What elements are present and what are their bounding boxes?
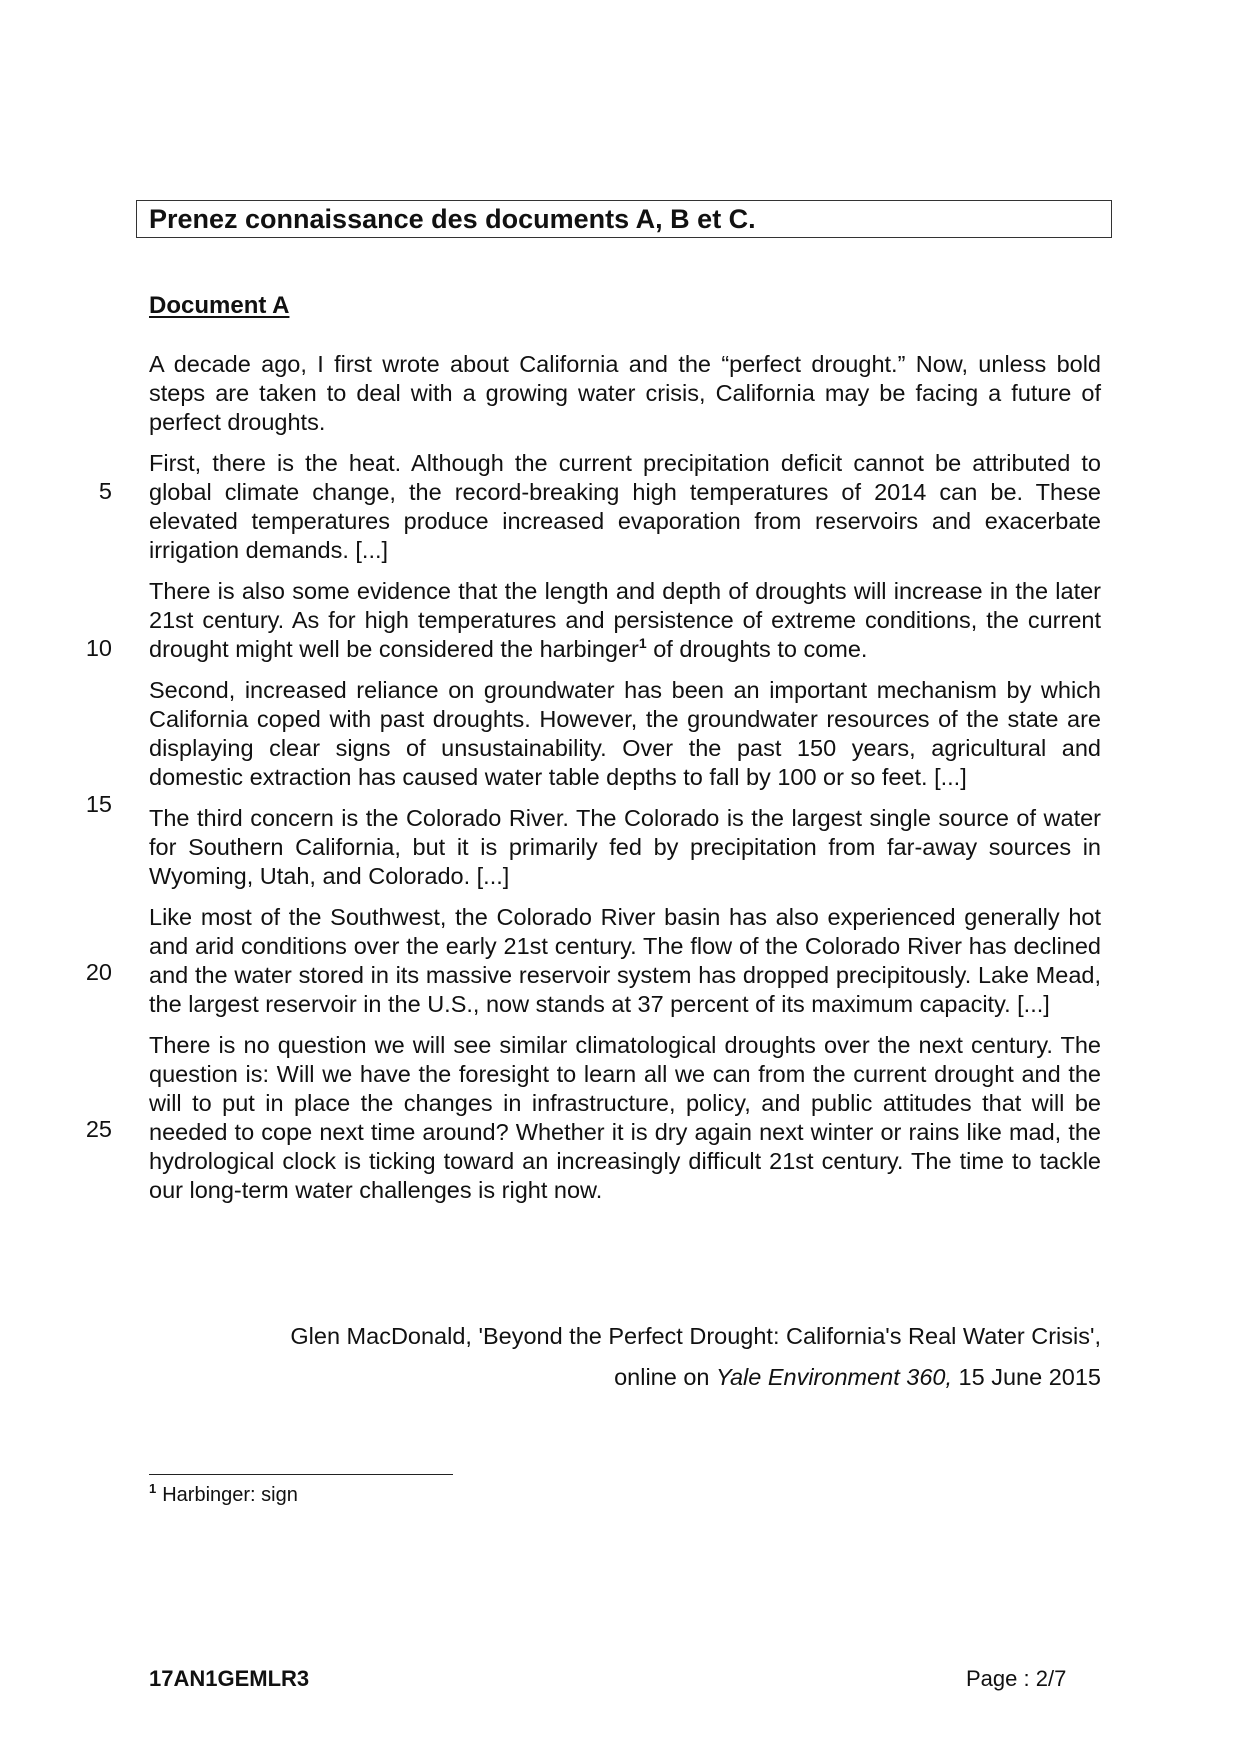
line-number-10: 10 xyxy=(85,635,112,661)
instruction-box xyxy=(136,200,1112,238)
exam-code: 17AN1GEMLR3 xyxy=(149,1666,310,1691)
paragraph-text: There is also some evidence that the length and depth of droughts will increase in the later 21st century. As for high temperatures and persistence of extreme conditions, the current drought might well be considered the harbinger xyxy=(149,578,1101,662)
attribution xyxy=(290,1316,1101,1398)
paragraph: There is no question we will see similar climatological droughts over the next century. The question is: Will we have the foresight to learn all we can from the current drought and the will to put in place the changes in infrastructure, policy, and public attitudes that will be needed to cope next time around? Whether it is dry again next winter or rains like mad, the hydrological clock is ticking toward an increasingly difficult 21st century. The time to tackle our long-term water challenges is right now. xyxy=(149,1032,1101,1203)
line-number-15: 15 xyxy=(85,791,112,817)
attribution-line xyxy=(290,1357,1101,1398)
attribution-line: Glen MacDonald, 'Beyond the Perfect Drought: California's Real Water Crisis', xyxy=(290,1323,1101,1349)
paragraph: Like most of the Southwest, the Colorado River basin has also experienced generally hot and arid conditions over the early 21st century. The flow of the Colorado River has declined and the water stored in its massive reservoir system has dropped precipitously. Lake Mead, the largest reservoir in the U.S., now stands at 37 percent of its maximum capacity. [...] xyxy=(149,904,1101,1017)
line-number-5: 5 xyxy=(98,478,112,504)
line-number-20: 20 xyxy=(85,959,112,985)
footnote-text: Harbinger: sign xyxy=(162,1484,298,1506)
instruction-text: Prenez connaissance des documents A, B et C. xyxy=(149,203,756,234)
paragraph-with-footnote xyxy=(149,577,1101,664)
source-title: Yale Environment 360, xyxy=(716,1364,953,1390)
footnote-marker: 1 xyxy=(149,1481,157,1496)
document-heading: Document A xyxy=(149,292,290,319)
attribution-date: 15 June 2015 xyxy=(952,1364,1101,1390)
paragraph: The third concern is the Colorado River. The Colorado is the largest single source of water for Southern California, but it is primarily fed by precipitation from far-away sources in Wyoming, Utah, and Colorado. [...] xyxy=(149,805,1101,889)
footnote xyxy=(149,1481,298,1507)
footnote-divider xyxy=(149,1474,453,1475)
page-number: Page : 2/7 xyxy=(966,1666,1067,1691)
attribution-prefix: online on xyxy=(614,1364,717,1390)
footnote-reference: 1 xyxy=(638,635,647,651)
paragraph: Second, increased reliance on groundwater has been an important mechanism by which California coped with past droughts. However, the groundwater resources of the state are displaying clear signs of unsustainability. Over the past 150 years, agricultural and domestic extraction has caused water table depths to fall by 100 or so feet. [...] xyxy=(149,677,1101,790)
article-body xyxy=(149,350,1101,1217)
line-number-25: 25 xyxy=(85,1116,112,1142)
paragraph-text: of droughts to come. xyxy=(646,636,868,662)
paragraph: A decade ago, I first wrote about California and the “perfect drought.” Now, unless bold steps are taken to deal with a growing water crisis, California may be facing a future of perfect droughts. xyxy=(149,351,1101,435)
paragraph: First, there is the heat. Although the current precipitation deficit cannot be attributed to global climate change, the record-breaking high temperatures of 2014 can be. These elevated temperatures produce increased evaporation from reservoirs and exacerbate irrigation demands. [...] xyxy=(149,450,1101,563)
